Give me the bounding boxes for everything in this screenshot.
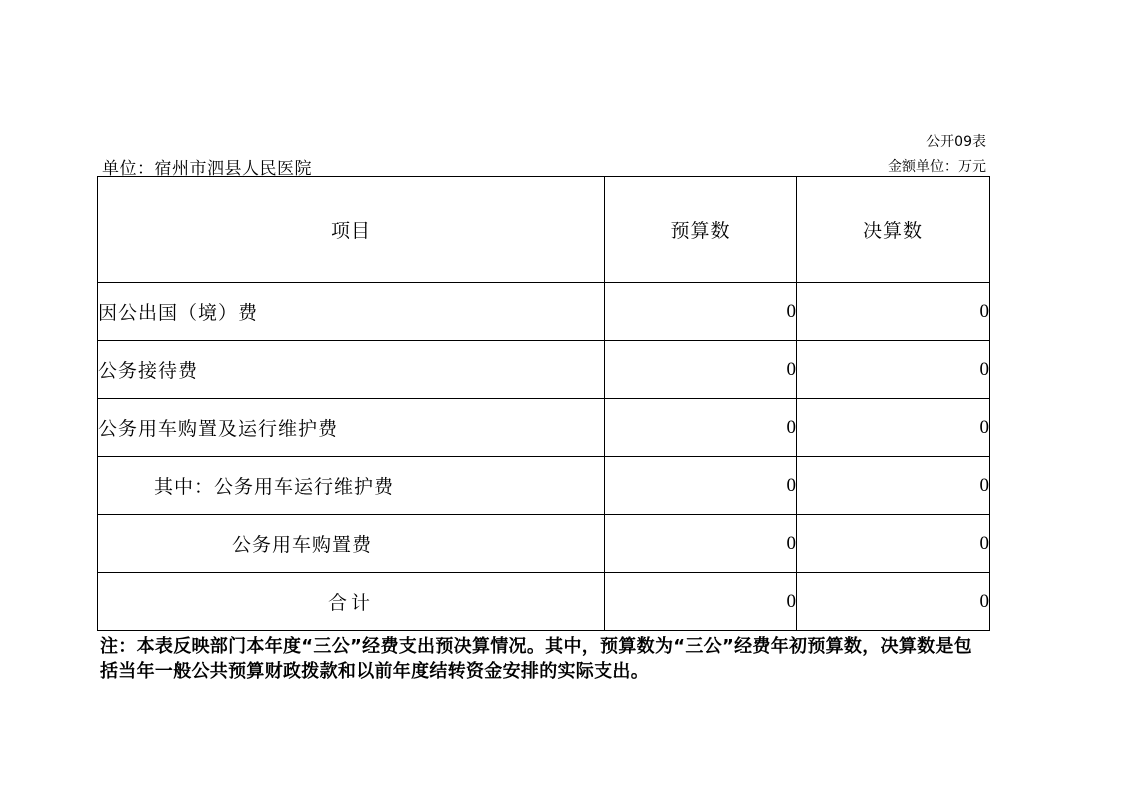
column-header-final: 决算数 [797,177,990,283]
unit-label: 单位：宿州市泗县人民医院 [102,159,312,179]
row-budget-value: 0 [605,341,797,399]
row-final-value: 0 [797,399,990,457]
table-row [98,457,990,515]
table-row [98,341,990,399]
table-row [98,283,990,341]
row-budget-value: 0 [605,283,797,341]
row-budget-value: 0 [605,457,797,515]
row-item-label: 因公出国（境）费 [98,283,605,341]
row-budget-value: 0 [605,515,797,573]
row-item-label: 公务用车购置费 [98,515,605,573]
row-final-value: 0 [797,283,990,341]
total-final-value: 0 [797,573,990,631]
row-final-value: 0 [797,515,990,573]
amount-unit: 金额单位：万元 [888,159,986,175]
total-budget-value: 0 [605,573,797,631]
column-header-item: 项目 [98,177,605,283]
row-item-label: 公务接待费 [98,341,605,399]
table-header-row [98,177,990,283]
row-item-label: 公务用车购置及运行维护费 [98,399,605,457]
row-item-label: 其中：公务用车运行维护费 [98,457,605,515]
table-row [98,515,990,573]
table-total-row [98,573,990,631]
row-final-value: 0 [797,341,990,399]
total-label: 合计 [98,573,605,631]
row-final-value: 0 [797,457,990,515]
table-code: 公开09表 [926,134,986,150]
row-budget-value: 0 [605,399,797,457]
column-header-budget: 预算数 [605,177,797,283]
table-note: 注：本表反映部门本年度“三公”经费支出预决算情况。其中，预算数为“三公”经费年初预算数，决算数是包括当年一般公共预算财政拨款和以前年度结转资金安排的实际支出。 [100,636,973,682]
table-row [98,399,990,457]
expenditure-table [97,176,990,631]
